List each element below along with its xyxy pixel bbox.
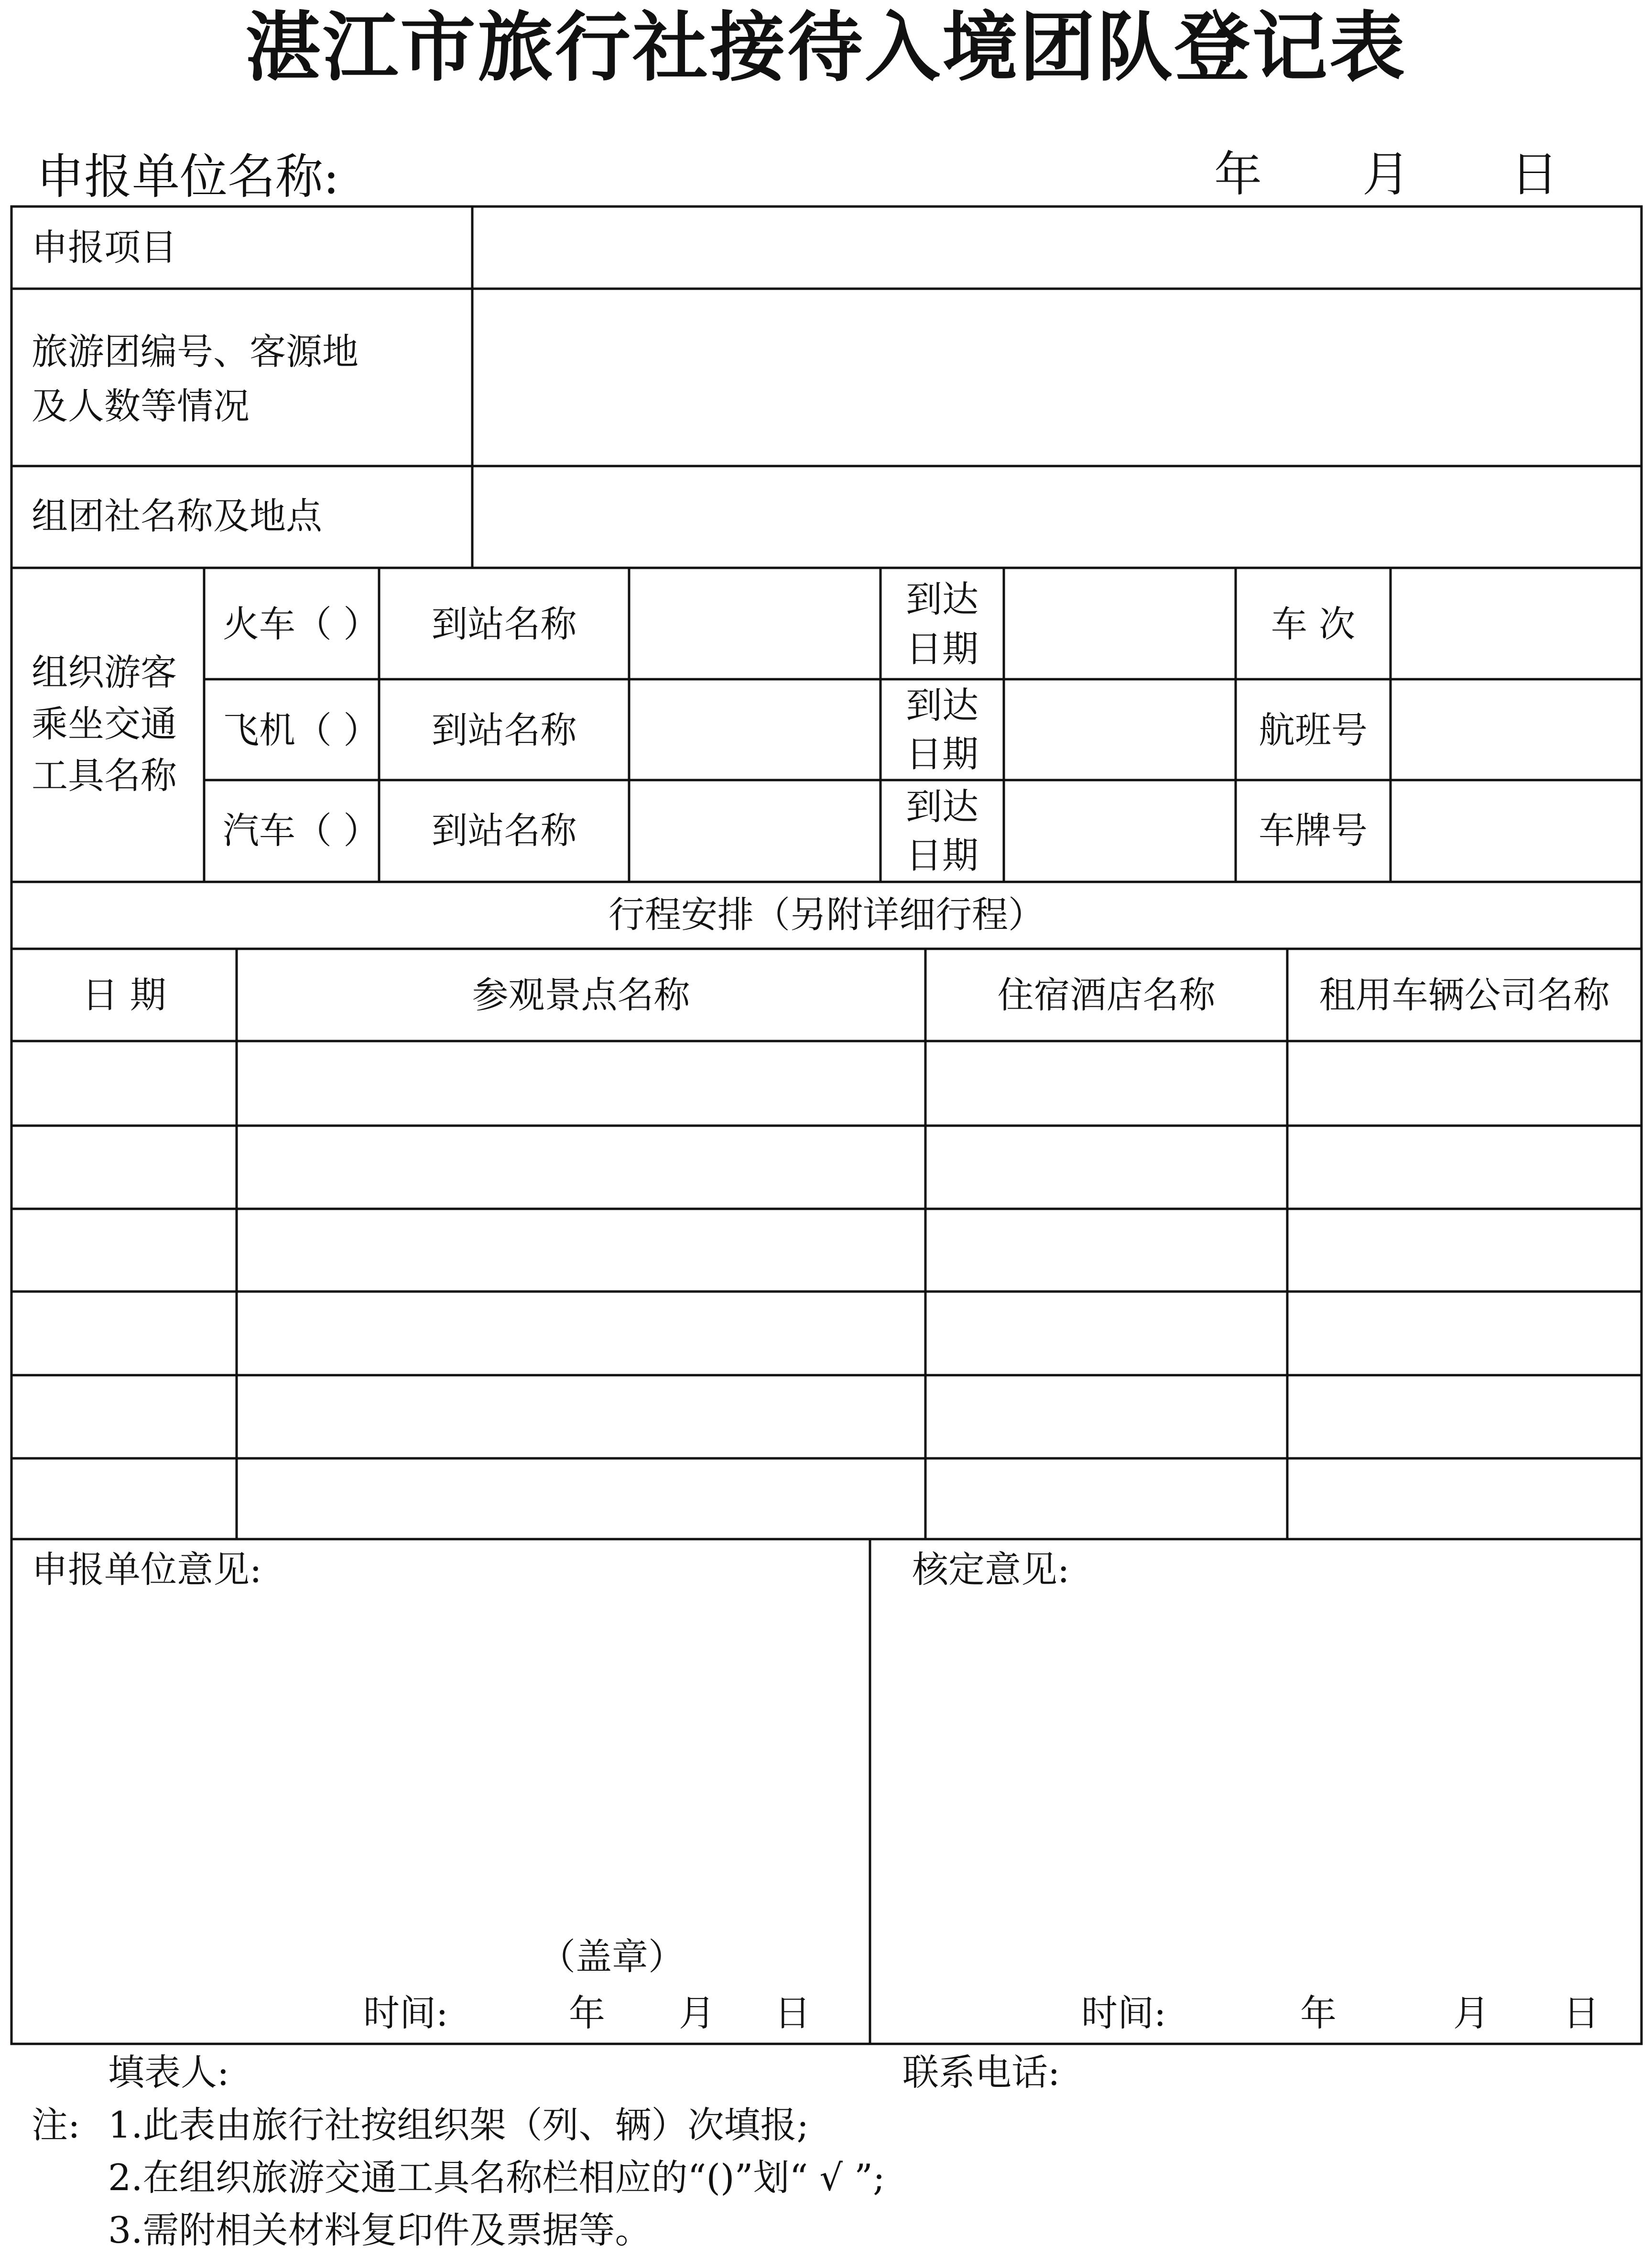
note-3: 3.需附相关材料复印件及票据等。 [108,2209,652,2251]
reviewer-opinion-label: 核定意见: [912,1548,1070,1591]
itinerary-col-vehicle-company: 租用车辆公司名称 [1319,974,1610,1016]
applicant-unit-label: 申报单位名称: [36,149,339,205]
transport-label-line3: 工具名称 [32,754,177,797]
applicant-opinion-label: 申报单位意见: [32,1548,262,1591]
note-1: 1.此表由旅行社按组织架（列、辆）次填报; [108,2104,809,2146]
bus-date-label-line1: 到达 [906,785,978,828]
applicant-time-year: 年 [569,1992,605,2034]
bus-date-label-line2: 日期 [906,834,978,877]
transport-label-line1: 组织游客 [32,651,177,694]
train-number-label: 车 次 [1271,603,1356,645]
plane-date-label-line1: 到达 [906,684,978,727]
transport-label-line2: 乘坐交通 [32,703,177,745]
plate-number-label: 车牌号 [1259,809,1368,852]
reviewer-time-month: 月 [1453,1992,1489,2034]
plane-date-label-line2: 日期 [906,733,978,775]
header-month: 月 [1362,146,1410,202]
bus-option: 汽车（ ） [223,809,380,852]
group-info-label-line2: 及人数等情况 [32,385,250,427]
itinerary-col-sights: 参观景点名称 [472,974,690,1016]
declared-item-label: 申报项目 [32,226,177,269]
applicant-time-label: 时间: [363,1992,448,2034]
reviewer-time-year: 年 [1300,1992,1337,2034]
bus-station-label: 到站名称 [431,809,577,852]
train-station-label: 到站名称 [431,603,577,645]
flight-number-label: 航班号 [1259,709,1368,751]
organizer-label: 组团社名称及地点 [32,495,322,537]
plane-option: 飞机（ ） [223,709,380,751]
group-info-label-line1: 旅游团编号、客源地 [32,330,359,373]
itinerary-heading: 行程安排（另附详细行程） [609,893,1044,936]
header-day: 日 [1511,146,1558,202]
header-year: 年 [1214,146,1262,202]
itinerary-col-hotel: 住宿酒店名称 [997,974,1216,1016]
train-date-label-line1: 到达 [906,578,978,620]
reviewer-time-day: 日 [1563,1992,1599,2034]
note-2: 2.在组织旅游交通工具名称栏相应的“()”划“ √ ”; [108,2156,885,2199]
notes-prefix: 注: [32,2104,80,2146]
plane-station-label: 到站名称 [431,709,577,751]
applicant-time-day: 日 [774,1992,811,2034]
form-title: 湛江市旅行社接待入境团队登记表 [245,3,1407,92]
contact-phone-label: 联系电话: [902,2051,1060,2094]
reviewer-time-label: 时间: [1081,1992,1166,2034]
train-date-label-line2: 日期 [906,628,978,670]
itinerary-col-date: 日 期 [82,974,166,1016]
applicant-time-month: 月 [679,1992,715,2034]
seal-label: （盖章） [539,1935,685,1978]
train-option: 火车（ ） [223,603,380,645]
filler-label: 填表人: [108,2051,229,2094]
